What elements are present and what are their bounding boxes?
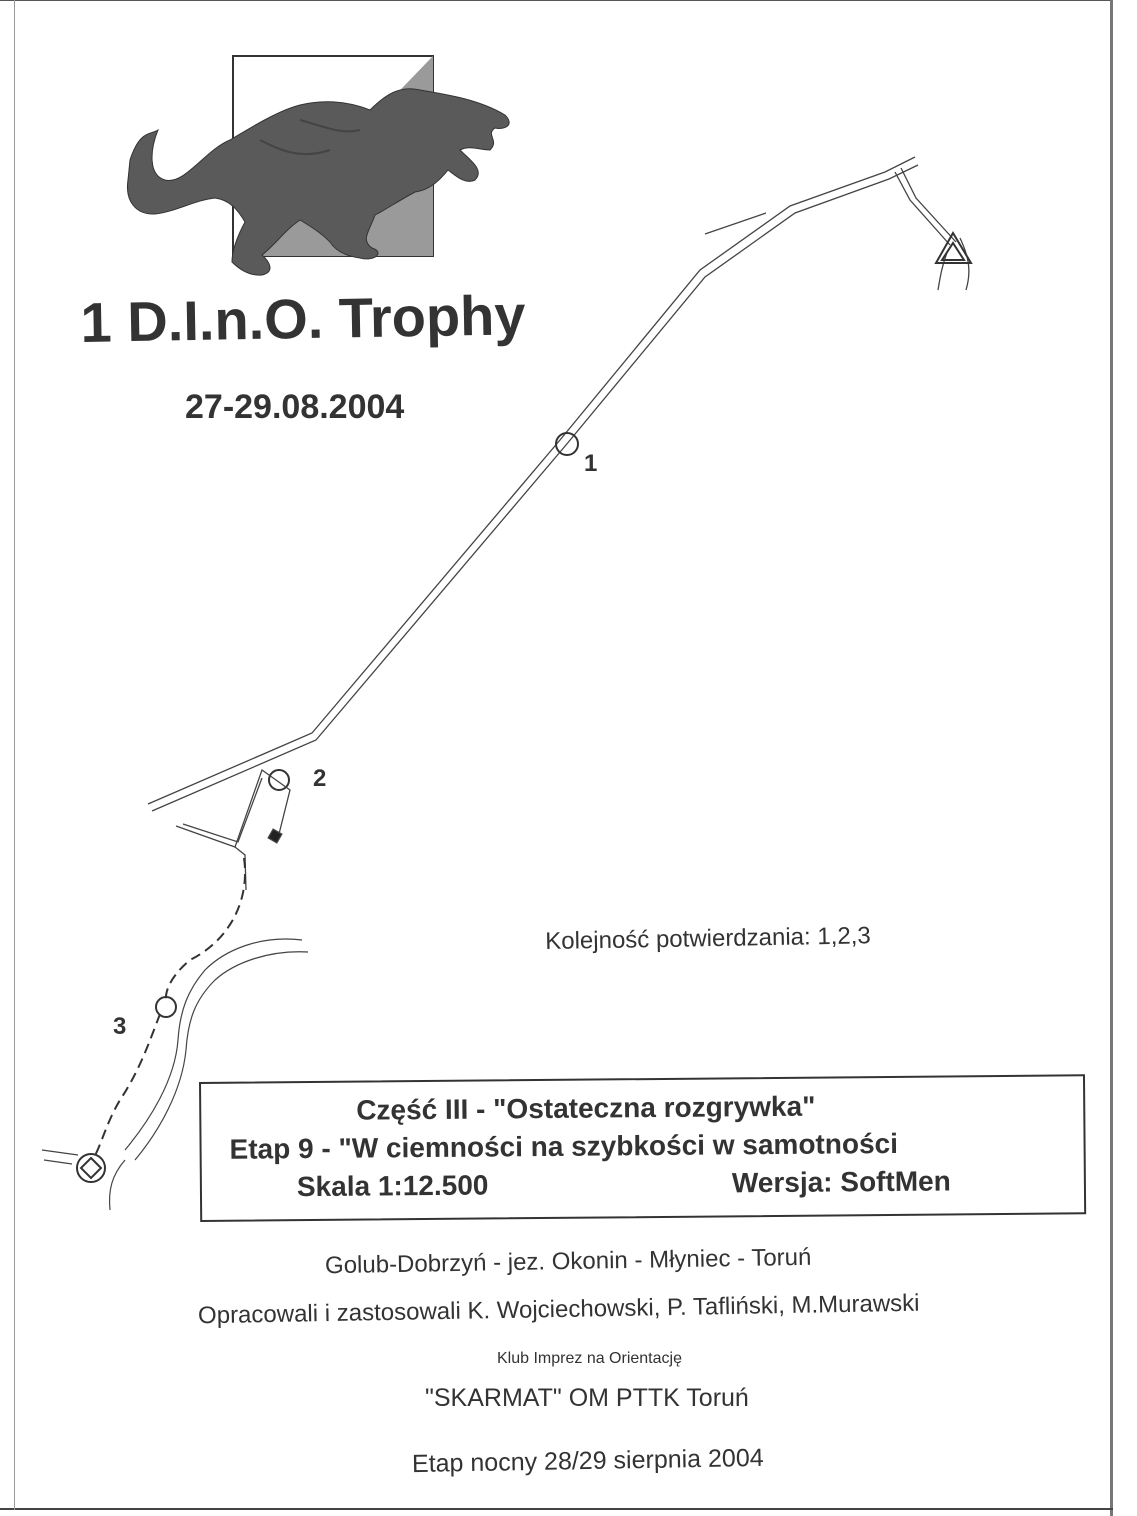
start-triangle-icon — [936, 233, 971, 263]
control-point-label-3: 3 — [113, 1013, 127, 1040]
dino-logo — [127, 56, 509, 275]
confirmation-order: Kolejność potwierdzania: 1,2,3 — [545, 922, 871, 955]
part-title: Część III - "Ostateczna rozgrywka" — [356, 1090, 816, 1126]
event-title: 1 D.I.n.O. Trophy — [80, 283, 526, 354]
map-scale: Skala 1:12.500 — [296, 1169, 489, 1203]
club-name: Klub Imprez na Orientację — [497, 1350, 682, 1367]
stage-info-box — [199, 1074, 1086, 1222]
event-dates: 27-29.08.2004 — [185, 388, 405, 426]
organization: "SKARMAT" OM PTTK Toruń — [425, 1384, 749, 1412]
control-point-label-1: 1 — [584, 450, 598, 477]
map-version: Wersja: SoftMen — [731, 1165, 951, 1199]
authors: Opracowali i zastosowali K. Wojciechowski, P. Tafliński, M.Murawski — [197, 1289, 920, 1330]
finish-icon — [77, 1154, 105, 1182]
route-description: Golub-Dobrzyń - jez. Okonin - Młyniec - Toruń — [324, 1243, 812, 1280]
night-stage-date: Etap nocny 28/29 sierpnia 2004 — [411, 1443, 764, 1479]
stage-title: Etap 9 - "W ciemności na szybkości w samotności — [229, 1127, 899, 1165]
control-point-label-2: 2 — [313, 765, 327, 792]
